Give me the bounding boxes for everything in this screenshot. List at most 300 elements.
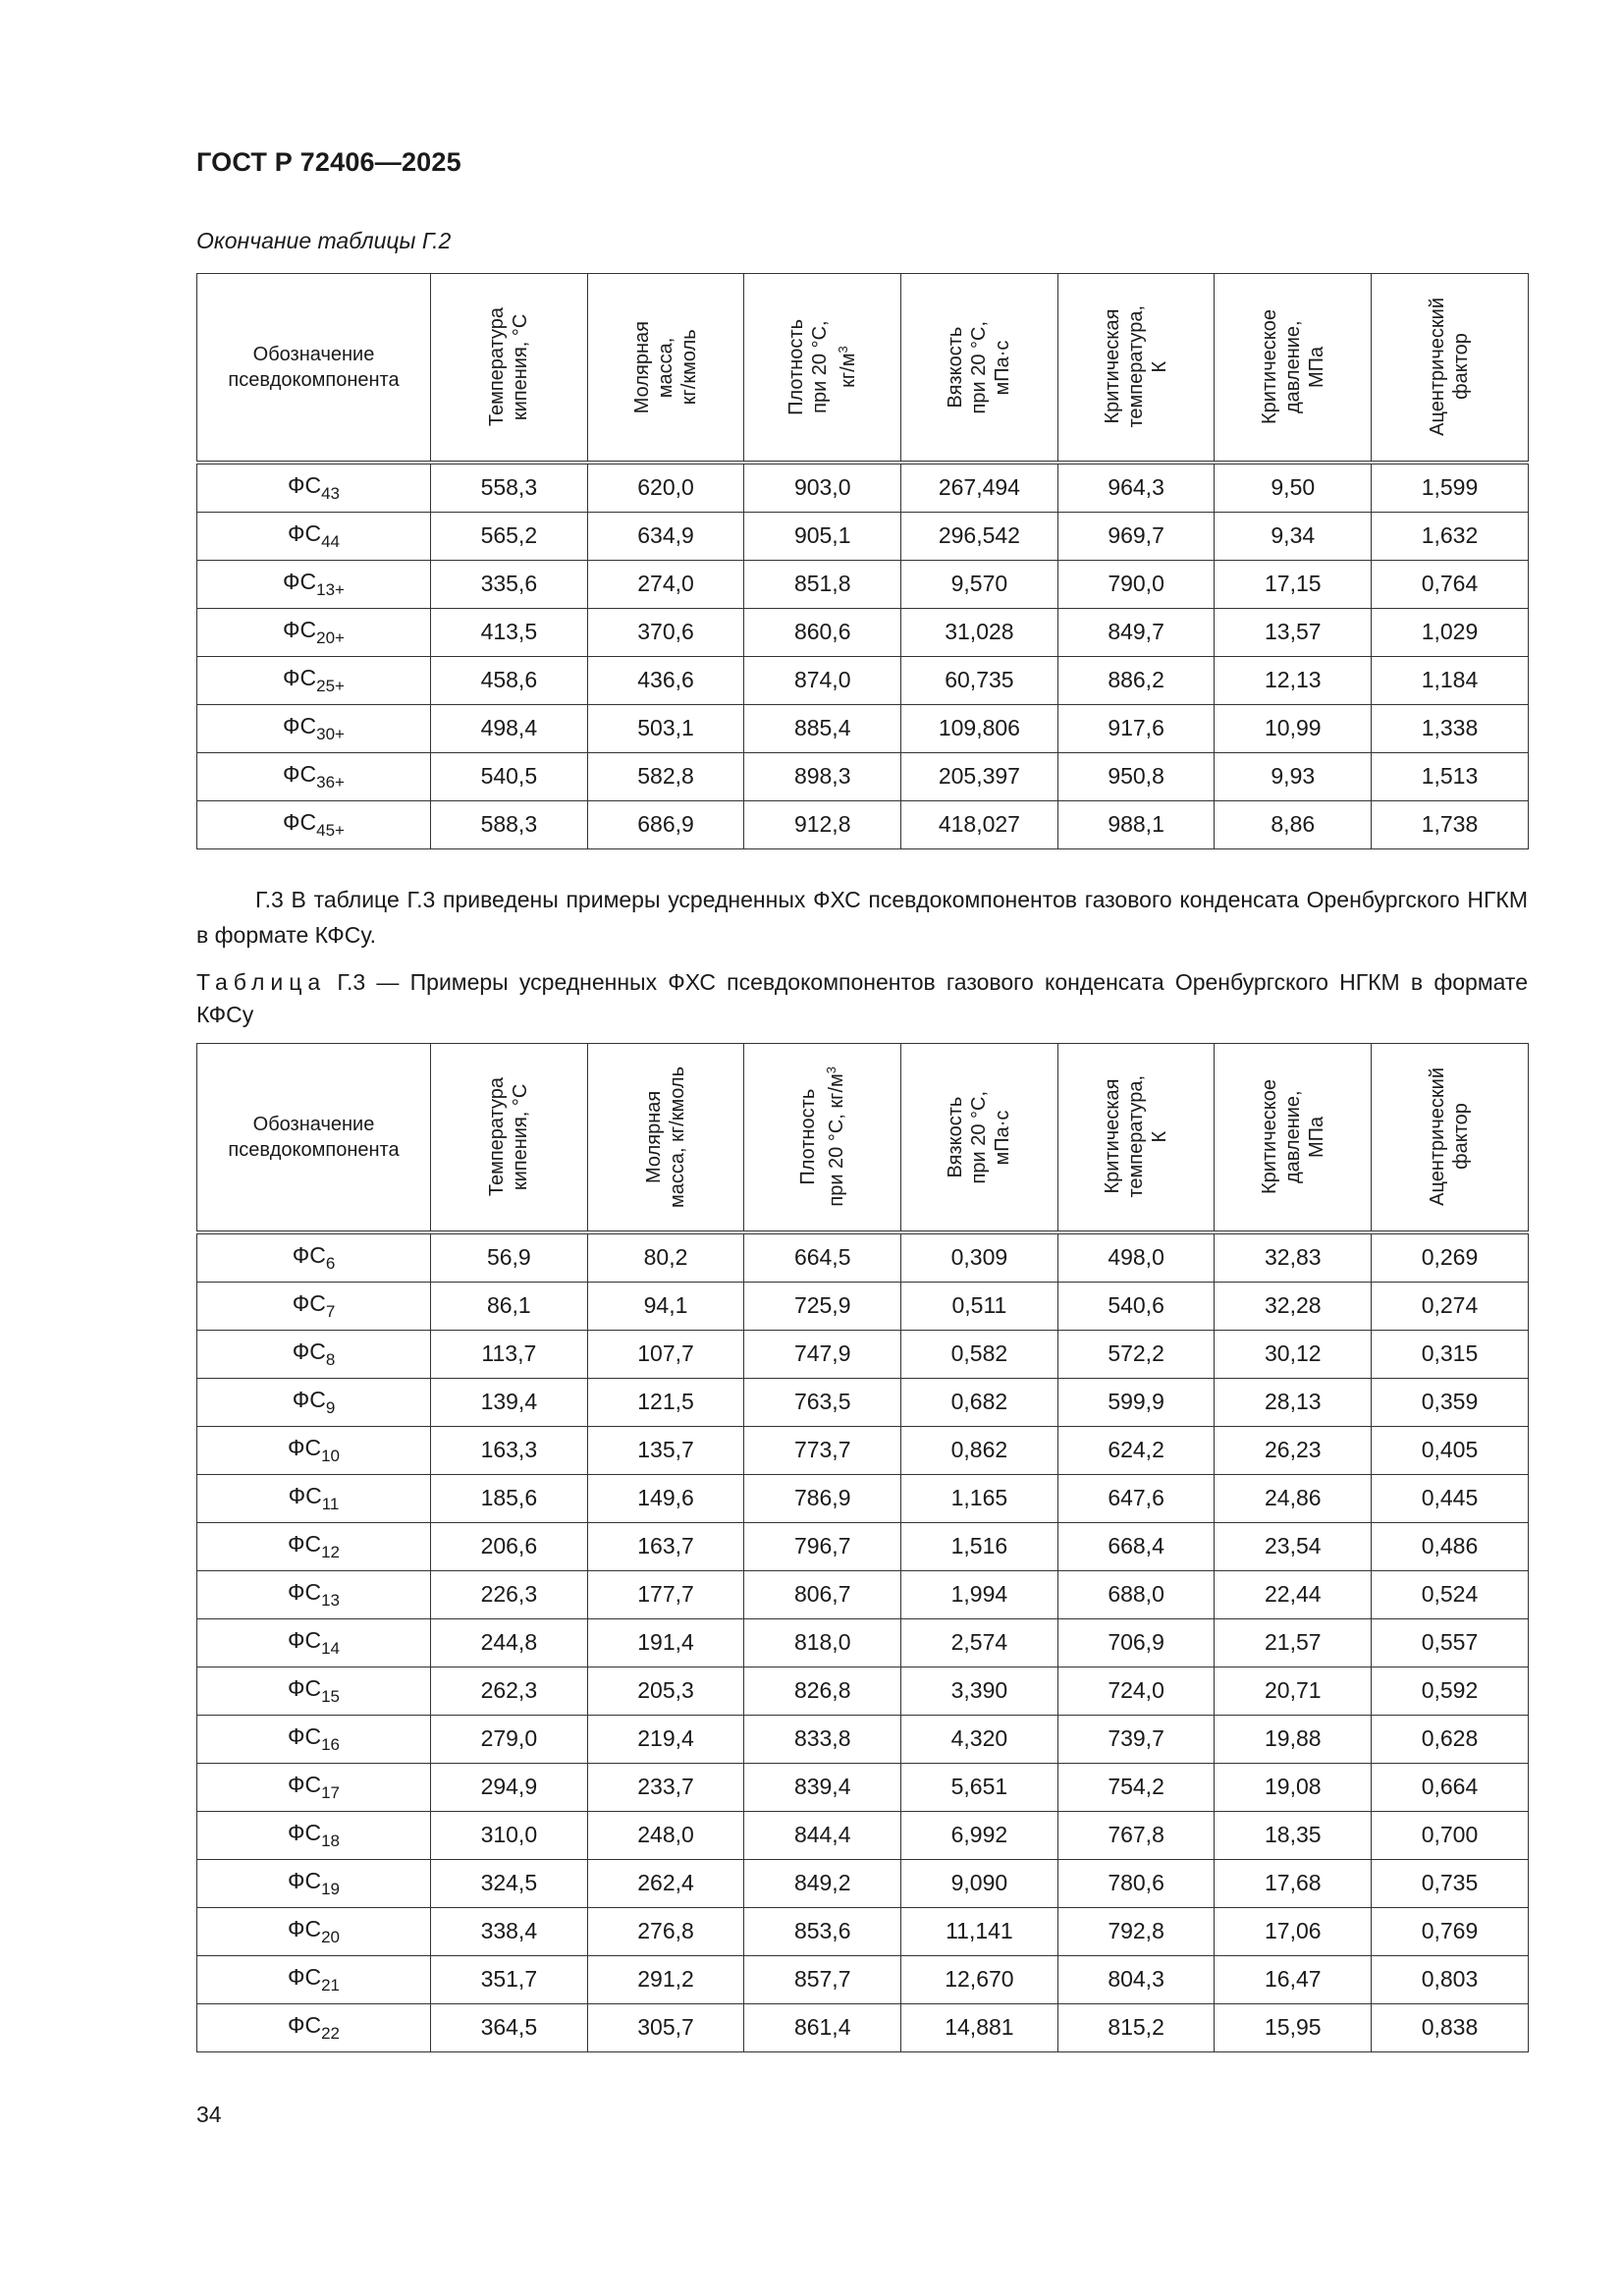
header-line-text: температура,: [1125, 305, 1148, 429]
table-continuation-caption: Окончание таблицы Г.2: [196, 228, 452, 253]
value-cell: 647,6: [1057, 1474, 1215, 1522]
header-line: [509, 307, 532, 426]
value-cell: 17,68: [1215, 1859, 1372, 1907]
header-wrap: [744, 1066, 900, 1207]
value-cell: 0,582: [901, 1330, 1058, 1378]
table-row: [197, 800, 1529, 848]
value-cell: 244,8: [431, 1618, 588, 1667]
value-cell: 0,764: [1372, 560, 1529, 608]
pseudocomponent-prefix: ФС: [287, 1915, 322, 1941]
table-row: [197, 1330, 1529, 1378]
pseudocomponent-subscript: 43: [321, 483, 341, 503]
header-wrap: [744, 319, 900, 415]
pseudocomponent-cell: [197, 1522, 431, 1570]
value-cell: 739,7: [1057, 1715, 1215, 1763]
pseudocomponent-subscript: 11: [321, 1494, 340, 1513]
value-cell: 786,9: [744, 1474, 901, 1522]
value-cell: 0,486: [1372, 1522, 1529, 1570]
pseudocomponent-prefix: ФС: [288, 1482, 322, 1508]
pseudocomponent-prefix: ФС: [292, 1241, 326, 1268]
value-cell: 572,2: [1057, 1330, 1215, 1378]
value-cell: 634,9: [587, 512, 744, 560]
value-cell: 80,2: [587, 1232, 744, 1283]
value-cell: 248,0: [587, 1811, 744, 1859]
table-row: [197, 704, 1529, 752]
header-wrap: [1372, 1067, 1528, 1206]
value-cell: 540,5: [431, 752, 588, 800]
pseudocomponent-prefix: ФС: [283, 760, 317, 787]
header-wrap: [431, 1077, 587, 1196]
value-cell: 540,6: [1057, 1282, 1215, 1330]
value-cell: 0,592: [1372, 1667, 1529, 1715]
pseudocomponent-subscript: 16: [321, 1734, 341, 1754]
table-row: [197, 1282, 1529, 1330]
value-cell: 0,557: [1372, 1618, 1529, 1667]
value-cell: 17,15: [1215, 560, 1372, 608]
table-row: [197, 608, 1529, 656]
pseudocomponent-subscript: 22: [321, 2023, 341, 2043]
value-cell: 853,6: [744, 1907, 901, 1955]
header-line: [1101, 1075, 1124, 1198]
column-header: [744, 1044, 901, 1232]
value-cell: 1,184: [1372, 656, 1529, 704]
header-line: [654, 321, 677, 413]
column-header: [1057, 1044, 1215, 1232]
header-line: [630, 321, 654, 413]
header-line: [784, 319, 808, 415]
header-line-text: Вязкость: [945, 1096, 967, 1178]
header-line-text: кипения, °С: [510, 313, 532, 420]
header-line: [1258, 309, 1281, 424]
value-cell: 806,7: [744, 1570, 901, 1618]
column-header: [431, 1044, 588, 1232]
header-line-text: Температура: [486, 307, 509, 427]
value-cell: 1,165: [901, 1474, 1058, 1522]
value-cell: 1,513: [1372, 752, 1529, 800]
value-cell: 767,8: [1057, 1811, 1215, 1859]
value-cell: 276,8: [587, 1907, 744, 1955]
value-cell: 849,7: [1057, 608, 1215, 656]
table-row: [197, 1715, 1529, 1763]
header-line: [944, 1091, 967, 1183]
value-cell: 917,6: [1057, 704, 1215, 752]
value-cell: 20,71: [1215, 1667, 1372, 1715]
value-cell: 30,12: [1215, 1330, 1372, 1378]
vertical-header-text: [1426, 298, 1473, 436]
header-line-text: Плотность: [797, 1088, 820, 1185]
pseudocomponent-subscript: 45+: [316, 820, 345, 840]
value-cell: 32,28: [1215, 1282, 1372, 1330]
pseudocomponent-prefix: ФС: [287, 1819, 322, 1845]
value-cell: 226,3: [431, 1570, 588, 1618]
pseudocomponent-subscript: 21: [321, 1975, 341, 1995]
pseudocomponent-prefix: ФС: [292, 1338, 326, 1364]
value-cell: 1,738: [1372, 800, 1529, 848]
value-cell: 773,7: [744, 1426, 901, 1474]
value-cell: 1,029: [1372, 608, 1529, 656]
header-line: [1101, 305, 1124, 428]
table-row: [197, 2003, 1529, 2051]
value-cell: 324,5: [431, 1859, 588, 1907]
table-g2-end: [196, 273, 1529, 849]
table-row: [197, 463, 1529, 513]
column-header: [1372, 274, 1529, 463]
value-cell: 588,3: [431, 800, 588, 848]
vertical-header-text: [485, 1077, 532, 1196]
value-cell: 23,54: [1215, 1522, 1372, 1570]
value-cell: 0,309: [901, 1232, 1058, 1283]
value-cell: 780,6: [1057, 1859, 1215, 1907]
vertical-header-text: [1101, 1075, 1171, 1198]
value-cell: 0,769: [1372, 1907, 1529, 1955]
value-cell: 724,0: [1057, 1667, 1215, 1715]
value-cell: 351,7: [431, 1955, 588, 2003]
header-line-text: Критическое: [1258, 1079, 1280, 1195]
column-header: [1057, 274, 1215, 463]
vertical-header-text: [1258, 309, 1328, 424]
value-cell: 135,7: [587, 1426, 744, 1474]
header-line-text: фактор: [1450, 1103, 1473, 1171]
header-wrap: [901, 1091, 1057, 1183]
table-row: [197, 1570, 1529, 1618]
value-cell: 11,141: [901, 1907, 1058, 1955]
value-cell: 0,664: [1372, 1763, 1529, 1811]
header-line-text: Критическая: [1102, 1079, 1124, 1195]
header-line-text: Молярная: [631, 320, 654, 413]
pseudocomponent-prefix: ФС: [287, 1626, 322, 1653]
value-cell: 436,6: [587, 656, 744, 704]
value-cell: 149,6: [587, 1474, 744, 1522]
paragraph-g3: Г.3 В таблице Г.3 приведены примеры усредненных ФХС псевдокомпонентов газового конденсата Оренбургского НГКМ в формате КФСу.: [196, 887, 1528, 948]
value-cell: 686,9: [587, 800, 744, 848]
table-row: [197, 1474, 1529, 1522]
value-cell: 885,4: [744, 704, 901, 752]
pseudocomponent-prefix: ФС: [287, 1771, 322, 1797]
value-cell: 624,2: [1057, 1426, 1215, 1474]
pseudocomponent-prefix: ФС: [287, 519, 322, 546]
header-line: [808, 319, 832, 415]
pseudocomponent-cell: [197, 1232, 431, 1283]
header-line: [967, 321, 991, 413]
vertical-header-text: [485, 307, 532, 426]
pseudocomponent-cell: [197, 1955, 431, 2003]
value-cell: 0,735: [1372, 1859, 1529, 1907]
pseudocomponent-cell: [197, 560, 431, 608]
pseudocomponent-subscript: 17: [321, 1782, 341, 1802]
header-wrap: [588, 1066, 744, 1208]
value-cell: 754,2: [1057, 1763, 1215, 1811]
table-row: [197, 1763, 1529, 1811]
header-line: [967, 1091, 991, 1183]
value-cell: 413,5: [431, 608, 588, 656]
header-line-text: температура,: [1125, 1075, 1148, 1199]
table-row: [197, 1667, 1529, 1715]
header-line-text: Вязкость: [945, 326, 967, 409]
pseudocomponent-subscript: 18: [321, 1831, 341, 1850]
header-line: [832, 319, 860, 415]
column-header: Обозначение псевдокомпонента: [197, 1044, 431, 1232]
value-cell: 19,88: [1215, 1715, 1372, 1763]
header-line-text: при 20 °С, кг/м: [826, 1073, 848, 1208]
value-cell: 22,44: [1215, 1570, 1372, 1618]
pseudocomponent-cell: [197, 800, 431, 848]
header-line: [485, 1077, 509, 1196]
header-line: [1449, 1067, 1473, 1206]
header-wrap: [588, 321, 744, 413]
vertical-header-text: [1258, 1079, 1328, 1194]
value-cell: 582,8: [587, 752, 744, 800]
value-cell: 747,9: [744, 1330, 901, 1378]
value-cell: 839,4: [744, 1763, 901, 1811]
value-cell: 60,735: [901, 656, 1058, 704]
value-cell: 969,7: [1057, 512, 1215, 560]
pseudocomponent-cell: [197, 1811, 431, 1859]
header-line: [1258, 1079, 1281, 1194]
header-line: [1426, 298, 1449, 436]
value-cell: 15,95: [1215, 2003, 1372, 2051]
column-header: [1372, 1044, 1529, 1232]
value-cell: 668,4: [1057, 1522, 1215, 1570]
value-cell: 664,5: [744, 1232, 901, 1283]
vertical-header-text: [1101, 305, 1171, 428]
pseudocomponent-subscript: 25+: [316, 676, 345, 695]
header-line: [509, 1077, 532, 1196]
value-cell: 503,1: [587, 704, 744, 752]
header-line-text: Плотность: [785, 318, 808, 415]
value-cell: 9,93: [1215, 752, 1372, 800]
value-cell: 988,1: [1057, 800, 1215, 848]
header-line-text: давление,: [1281, 320, 1304, 414]
pseudocomponent-subscript: 36+: [316, 772, 345, 792]
value-cell: 796,7: [744, 1522, 901, 1570]
header-line-text: мПа·с: [992, 339, 1014, 395]
table-row: [197, 1955, 1529, 2003]
value-cell: 861,4: [744, 2003, 901, 2051]
table-row: [197, 1426, 1529, 1474]
pseudocomponent-cell: [197, 608, 431, 656]
pseudocomponent-subscript: 7: [325, 1301, 336, 1321]
header-line-text: Критическое: [1258, 309, 1280, 425]
table-row: [197, 560, 1529, 608]
pseudocomponent-prefix: ФС: [283, 568, 317, 594]
header-line-text: МПа: [1305, 1116, 1327, 1158]
pseudocomponent-prefix: ФС: [287, 1434, 322, 1460]
value-cell: 10,99: [1215, 704, 1372, 752]
value-cell: 177,7: [587, 1570, 744, 1618]
header-line-text: Ацентрический: [1427, 298, 1449, 437]
value-cell: 191,4: [587, 1618, 744, 1667]
value-cell: 9,34: [1215, 512, 1372, 560]
column-header: [1215, 274, 1372, 463]
pseudocomponent-prefix: ФС: [287, 1578, 322, 1605]
value-cell: 338,4: [431, 1907, 588, 1955]
value-cell: 0,315: [1372, 1330, 1529, 1378]
value-cell: 950,8: [1057, 752, 1215, 800]
vertical-header-text: [796, 1066, 848, 1207]
header-line: [1148, 1075, 1171, 1198]
table-row: [197, 656, 1529, 704]
header-line: [1281, 309, 1305, 424]
value-cell: 12,13: [1215, 656, 1372, 704]
value-cell: 9,090: [901, 1859, 1058, 1907]
value-cell: 558,3: [431, 463, 588, 513]
header-line: [991, 321, 1014, 413]
column-header: [587, 274, 744, 463]
header-line: [991, 1091, 1014, 1183]
header-line-text: МПа: [1305, 346, 1327, 388]
vertical-header-text: [630, 321, 701, 413]
pseudocomponent-subscript: 20: [321, 1927, 341, 1946]
pseudocomponent-cell: [197, 1763, 431, 1811]
table-row: [197, 752, 1529, 800]
value-cell: 0,274: [1372, 1282, 1529, 1330]
value-cell: 370,6: [587, 608, 744, 656]
value-cell: 912,8: [744, 800, 901, 848]
value-cell: 21,57: [1215, 1618, 1372, 1667]
value-cell: 599,9: [1057, 1378, 1215, 1426]
value-cell: 3,390: [901, 1667, 1058, 1715]
value-cell: 0,511: [901, 1282, 1058, 1330]
value-cell: 205,3: [587, 1667, 744, 1715]
value-cell: 898,3: [744, 752, 901, 800]
pseudocomponent-prefix: ФС: [287, 1722, 322, 1749]
pseudocomponent-subscript: 44: [321, 531, 341, 551]
page-number: 34: [196, 2102, 222, 2127]
value-cell: 0,269: [1372, 1232, 1529, 1283]
pseudocomponent-prefix: ФС: [283, 616, 317, 642]
header-wrap: [901, 321, 1057, 413]
pseudocomponent-cell: [197, 512, 431, 560]
value-cell: 1,516: [901, 1522, 1058, 1570]
value-cell: 5,651: [901, 1763, 1058, 1811]
value-cell: 1,994: [901, 1570, 1058, 1618]
pseudocomponent-prefix: ФС: [287, 2011, 322, 2038]
header-line: [1305, 309, 1328, 424]
column-header: [744, 274, 901, 463]
table-row: [197, 1811, 1529, 1859]
header-wrap: [1058, 305, 1215, 428]
value-cell: 1,338: [1372, 704, 1529, 752]
header-line: [944, 321, 967, 413]
value-cell: 0,838: [1372, 2003, 1529, 2051]
value-cell: 279,0: [431, 1715, 588, 1763]
value-cell: 860,6: [744, 608, 901, 656]
pseudocomponent-cell: [197, 704, 431, 752]
pseudocomponent-subscript: 15: [321, 1686, 341, 1706]
pseudocomponent-cell: [197, 1282, 431, 1330]
header-superscript: 3: [824, 1066, 839, 1074]
pseudocomponent-cell: [197, 1907, 431, 1955]
value-cell: 0,862: [901, 1426, 1058, 1474]
value-cell: 874,0: [744, 656, 901, 704]
value-cell: 818,0: [744, 1618, 901, 1667]
pseudocomponent-cell: [197, 1859, 431, 1907]
value-cell: 12,670: [901, 1955, 1058, 2003]
value-cell: 0,405: [1372, 1426, 1529, 1474]
value-cell: 815,2: [1057, 2003, 1215, 2051]
pseudocomponent-cell: [197, 1474, 431, 1522]
vertical-header-text: [1426, 1067, 1473, 1206]
table-g3: [196, 1043, 1529, 2052]
value-cell: 804,3: [1057, 1955, 1215, 2003]
pseudocomponent-cell: [197, 2003, 431, 2051]
header-line: [666, 1066, 689, 1208]
value-cell: 851,8: [744, 560, 901, 608]
value-cell: 9,50: [1215, 463, 1372, 513]
value-cell: 826,8: [744, 1667, 901, 1715]
pseudocomponent-prefix: ФС: [287, 1674, 322, 1701]
value-cell: 294,9: [431, 1763, 588, 1811]
value-cell: 0,359: [1372, 1378, 1529, 1426]
pseudocomponent-prefix: ФС: [287, 1963, 322, 1990]
value-cell: 620,0: [587, 463, 744, 513]
value-cell: 18,35: [1215, 1811, 1372, 1859]
pseudocomponent-cell: [197, 752, 431, 800]
header-line: [1124, 305, 1148, 428]
column-header: [901, 1044, 1058, 1232]
column-header: [901, 274, 1058, 463]
value-cell: 886,2: [1057, 656, 1215, 704]
value-cell: 13,57: [1215, 608, 1372, 656]
table-row: [197, 1522, 1529, 1570]
value-cell: 844,4: [744, 1811, 901, 1859]
value-cell: 905,1: [744, 512, 901, 560]
value-cell: 113,7: [431, 1330, 588, 1378]
value-cell: 0,628: [1372, 1715, 1529, 1763]
header-line: [642, 1066, 666, 1208]
value-cell: 31,028: [901, 608, 1058, 656]
value-cell: 790,0: [1057, 560, 1215, 608]
value-cell: 498,4: [431, 704, 588, 752]
header-line-text: К: [1149, 1130, 1171, 1143]
header-line-text: масса,: [655, 336, 677, 398]
header-wrap: [1215, 1079, 1371, 1194]
value-cell: 903,0: [744, 463, 901, 513]
value-cell: 964,3: [1057, 463, 1215, 513]
pseudocomponent-prefix: ФС: [283, 808, 317, 835]
value-cell: 833,8: [744, 1715, 901, 1763]
column-header: [1215, 1044, 1372, 1232]
pseudocomponent-cell: [197, 1618, 431, 1667]
value-cell: 763,5: [744, 1378, 901, 1426]
table-label: Таблица: [196, 969, 327, 995]
pseudocomponent-subscript: 14: [321, 1638, 341, 1658]
vertical-header-text: [642, 1066, 689, 1208]
pseudocomponent-subscript: 8: [325, 1349, 336, 1369]
value-cell: 498,0: [1057, 1232, 1215, 1283]
value-cell: 107,7: [587, 1330, 744, 1378]
header-wrap: [431, 307, 587, 426]
table-row: [197, 512, 1529, 560]
pseudocomponent-cell: [197, 1426, 431, 1474]
value-cell: 32,83: [1215, 1232, 1372, 1283]
value-cell: 418,027: [901, 800, 1058, 848]
value-cell: 205,397: [901, 752, 1058, 800]
value-cell: 94,1: [587, 1282, 744, 1330]
pseudocomponent-cell: [197, 1378, 431, 1426]
value-cell: 109,806: [901, 704, 1058, 752]
value-cell: 262,4: [587, 1859, 744, 1907]
pseudocomponent-subscript: 20+: [316, 628, 345, 647]
table-row: [197, 1618, 1529, 1667]
table-g3-title: [196, 966, 1528, 1031]
header-line: [1305, 1079, 1328, 1194]
header-line-text: мПа·с: [992, 1109, 1014, 1165]
header-line: [796, 1066, 820, 1207]
header-line-text: при 20 °С,: [968, 1090, 991, 1183]
pseudocomponent-cell: [197, 463, 431, 513]
value-cell: 305,7: [587, 2003, 744, 2051]
